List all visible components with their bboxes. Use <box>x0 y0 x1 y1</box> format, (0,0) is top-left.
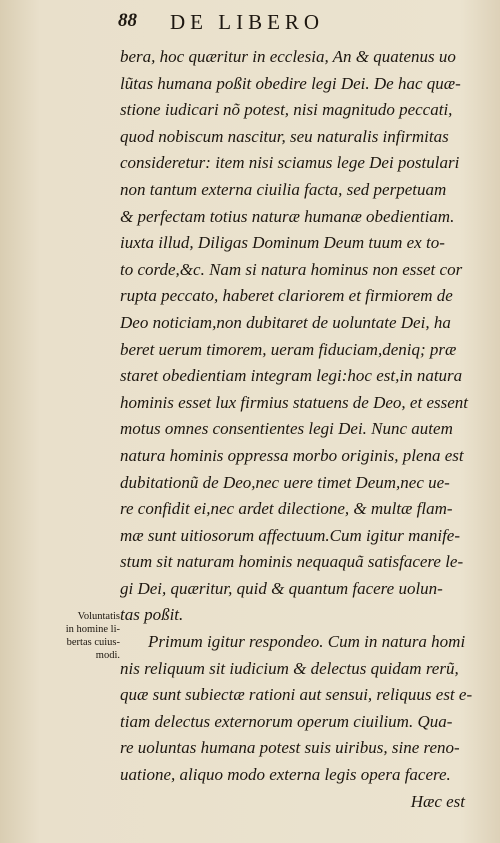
margin-note-line: modi. <box>95 650 120 661</box>
text-line: dubitationũ de Deo,nec uere timet Deum,nec ue- <box>120 472 450 492</box>
text-line: Deo noticiam,non dubitaret de uoluntate Dei, ha <box>120 312 451 332</box>
text-line: re uoluntas humana potest suis uiribus, sine reno- <box>120 738 460 758</box>
text-line: nis reliquum sit iudicium & delectus quidam rerũ, <box>120 658 459 678</box>
margin-note-line: bertas cuius- <box>66 637 120 648</box>
text-line: motus omnes consentientes legi Dei. Nunc autem <box>120 419 453 439</box>
page-number: 88 <box>118 10 137 31</box>
page-header <box>118 10 378 36</box>
text-line: & perfectam totius naturæ humanæ obedientiam. <box>120 206 455 226</box>
text-line: natura hominis oppressa morbo originis, plena est <box>120 445 464 465</box>
catchword: Hæc est <box>410 791 465 811</box>
text-line: stum sit naturam hominis nequaquã satisfacere le- <box>120 552 464 572</box>
text-line: stione iudicari nõ potest, nisi magnitudo peccati, <box>120 100 453 120</box>
margin-note-line: Voluntatis <box>77 611 120 622</box>
text-line: beret uerum timorem, ueram fiduciam,deniq; præ <box>120 339 457 359</box>
text-line: re confidit ei,nec ardet dilectione, & multæ flam- <box>120 499 453 519</box>
body-text <box>120 44 475 815</box>
text-line: to corde,&c. Nam si natura hominus non esset cor <box>120 259 463 279</box>
text-line: mæ sunt uitiosorum affectuum.Cum igitur manife- <box>120 525 460 545</box>
text-line: tiam delectus externorum operum ciuilium. Qua- <box>120 711 453 731</box>
text-line: rupta peccato, haberet clariorem et firmiorem de <box>120 286 453 306</box>
text-line: gi Dei, quæritur, quid & quantum facere uolun- <box>120 578 443 598</box>
running-title: DE LIBERO <box>170 10 325 34</box>
text-line: uatione, aliquo modo externa legis opera facere. <box>120 765 451 785</box>
text-line: bera, hoc quæritur in ecclesia, An & quatenus uo <box>120 47 456 66</box>
text-line: tas poßit. <box>120 605 184 625</box>
text-line: quæ sunt subiectæ rationi aut sensui, reliquus est e- <box>120 685 473 705</box>
text-line: non tantum externa ciuilia facta, sed perpetuam <box>120 179 447 199</box>
text-line: staret obedientiam integram legi:hoc est,in natura <box>120 366 463 386</box>
text-line: hominis esset lux firmius statuens de Deo, et essent <box>120 392 468 412</box>
margin-note-line: in homine li- <box>65 624 120 635</box>
margin-note <box>42 610 120 662</box>
text-line: iuxta illud, Diligas Dominum Deum tuum ex to- <box>120 233 445 253</box>
text-line: quod nobiscum nascitur, seu naturalis infirmitas <box>120 126 449 146</box>
text-line: lũtas humana poßit obedire legi Dei. De hac quæ- <box>120 73 461 93</box>
text-line: consideretur: item nisi sciamus lege Dei postulari <box>120 153 460 173</box>
paragraph-start-line: Primum igitur respondeo. Cum in natura homi <box>148 632 466 652</box>
